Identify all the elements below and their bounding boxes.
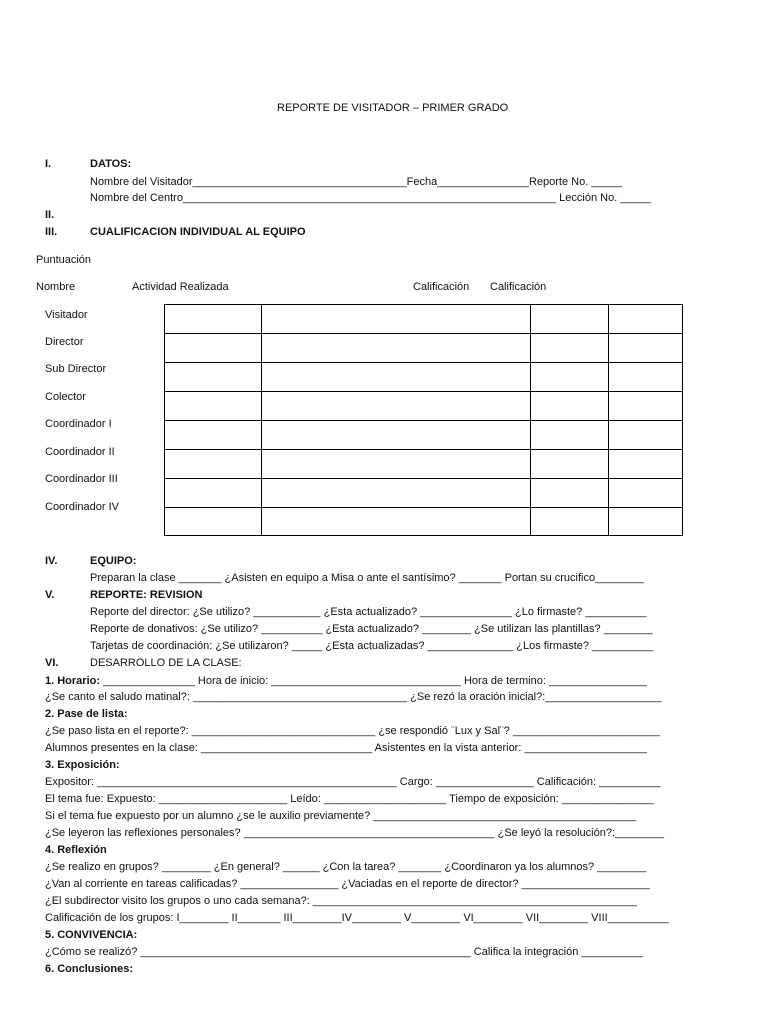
grade-column-header-2: Calificación: [490, 281, 547, 293]
convivencia-line-1: ¿Cómo se realizó? ______________________________________________________ Califica la integración __________: [45, 946, 643, 958]
horario-label: 1. Horario:: [45, 675, 101, 687]
pase-de-lista-heading: 2. Pase de lista:: [45, 708, 128, 720]
grid-hline: [164, 420, 683, 421]
revision-line-tarjetas: Tarjetas de coordinación: ¿Se utilizaron? _____ ¿Esta actualizadas? ______________ ¿Los firmaste? __________: [90, 640, 654, 652]
section-i-number: I.: [45, 158, 52, 170]
saludo-line: ¿Se canto el saludo matinal?: ___________________________________ ¿Se rezó la oración inicial?:___________________: [45, 691, 662, 703]
role-label-sub-director: Sub Director: [45, 363, 107, 375]
revision-line-director: Reporte del director: ¿Se utilizo? ___________ ¿Esta actualizado? _______________ ¿Lo firmaste? __________: [90, 606, 647, 618]
role-label-coordinador-i: Coordinador I: [45, 418, 112, 430]
role-label-coordinador-iv: Coordinador IV: [45, 501, 119, 513]
grid-hline: [164, 391, 683, 392]
role-label-colector: Colector: [45, 391, 86, 403]
grid-hline: [164, 507, 683, 508]
grid-hline: [164, 304, 683, 305]
pase-line-1: ¿Se paso lista en el reporte?: ______________________________ ¿se respondió ¨Lux y Sal¨? ________________________: [45, 725, 660, 737]
section-iii-label: CUALIFICACION INDIVIDUAL AL EQUIPO: [90, 226, 306, 238]
grid-vline: [608, 304, 609, 536]
report-title: REPORTE DE VISITADOR – PRIMER GRADO: [277, 102, 509, 114]
grid-vline: [261, 304, 262, 536]
section-v-number: V.: [45, 589, 55, 601]
grade-column-header-1: Calificación: [413, 281, 470, 293]
role-label-coordinador-iii: Coordinador III: [45, 473, 118, 485]
grid-hline: [164, 333, 683, 334]
exposicion-heading: 3. Exposición:: [45, 759, 120, 771]
exposicion-line-3: Si el tema fue expuesto por un alumno ¿se le auxilio previamente? ___________________________________________: [45, 810, 637, 822]
grid-vline: [682, 304, 683, 536]
exposicion-line-2: El tema fue: Expuesto: _____________________ Leído: ____________________ Tiempo de exposición: _______________: [45, 793, 654, 805]
pase-line-2: Alumnos presentes en la clase: ____________________________ Asistentes en la vista anterior: ____________________: [45, 742, 647, 754]
reflexion-line-3: ¿El subdirector visito los grupos o uno cada semana?: _____________________________________________________: [45, 895, 638, 907]
horario-line: [45, 674, 647, 688]
horario-fields: _______________ Hora de inicio: _______________________________ Hora de termino: ________________: [100, 675, 647, 687]
visitor-name-line: Nombre del Visitador___________________________________Fecha_______________Reporte No. _____: [90, 176, 622, 188]
section-i-label: DATOS:: [90, 158, 132, 170]
reflexion-line-1: ¿Se realizo en grupos? ________ ¿En general? ______ ¿Con la tarea? _______ ¿Coordinaron ya los alumnos? ________: [45, 861, 647, 873]
grid-vline: [164, 304, 165, 536]
grid-hline: [164, 478, 683, 479]
score-label: Puntuación: [36, 254, 92, 266]
section-v-label: REPORTE: REVISION: [90, 589, 203, 601]
section-vi-label: DESARROLLO DE LA CLASE:: [90, 657, 242, 669]
conclusiones-heading: 6. Conclusiones:: [45, 963, 134, 975]
revision-line-donativos: Reporte de donativos: ¿Se utilizo? __________ ¿Esta actualizado? ________ ¿Se utilizan las plantillas? ________: [90, 623, 653, 635]
role-label-visitador: Visitador: [45, 309, 88, 321]
section-ii-number: II.: [45, 209, 55, 221]
evaluation-grid: [164, 304, 683, 536]
reflexion-heading: 4. Reflexión: [45, 844, 107, 856]
activity-column-header: Actividad Realizada: [132, 281, 229, 293]
section-iii-number: III.: [45, 226, 58, 238]
center-name-line: Nombre del Centro_____________________________________________________________ Lección No. _____: [90, 192, 651, 204]
reflexion-line-4: Calificación de los grupos: I________ II_______ III________IV________ V________ VI________ VII________ VIII__________: [45, 912, 669, 924]
grid-hline: [164, 449, 683, 450]
section-iv-label: EQUIPO:: [90, 555, 137, 567]
grid-vline: [530, 304, 531, 536]
grid-hline: [164, 535, 683, 536]
exposicion-line-1: Expositor: _________________________________________________ Cargo: ________________ Calificación: __________: [45, 776, 661, 788]
convivencia-heading: 5. CONVIVENCIA:: [45, 929, 138, 941]
reflexion-line-2: ¿Van al corriente en tareas calificadas? ________________ ¿Vaciadas en el reporte de director? _____________________: [45, 878, 651, 890]
role-label-coordinador-ii: Coordinador II: [45, 446, 115, 458]
section-iv-number: IV.: [45, 555, 58, 567]
equipo-line: Preparan la clase _______ ¿Asisten en equipo a Misa o ante el santísimo? _______ Portan su crucifico________: [90, 572, 645, 584]
name-column-header: Nombre: [36, 281, 76, 293]
exposicion-line-4: ¿Se leyeron las reflexiones personales? _________________________________________ ¿Se leyó la resolución?:________: [45, 827, 664, 839]
grid-hline: [164, 362, 683, 363]
section-vi-number: VI.: [45, 657, 59, 669]
role-label-director: Director: [45, 336, 84, 348]
